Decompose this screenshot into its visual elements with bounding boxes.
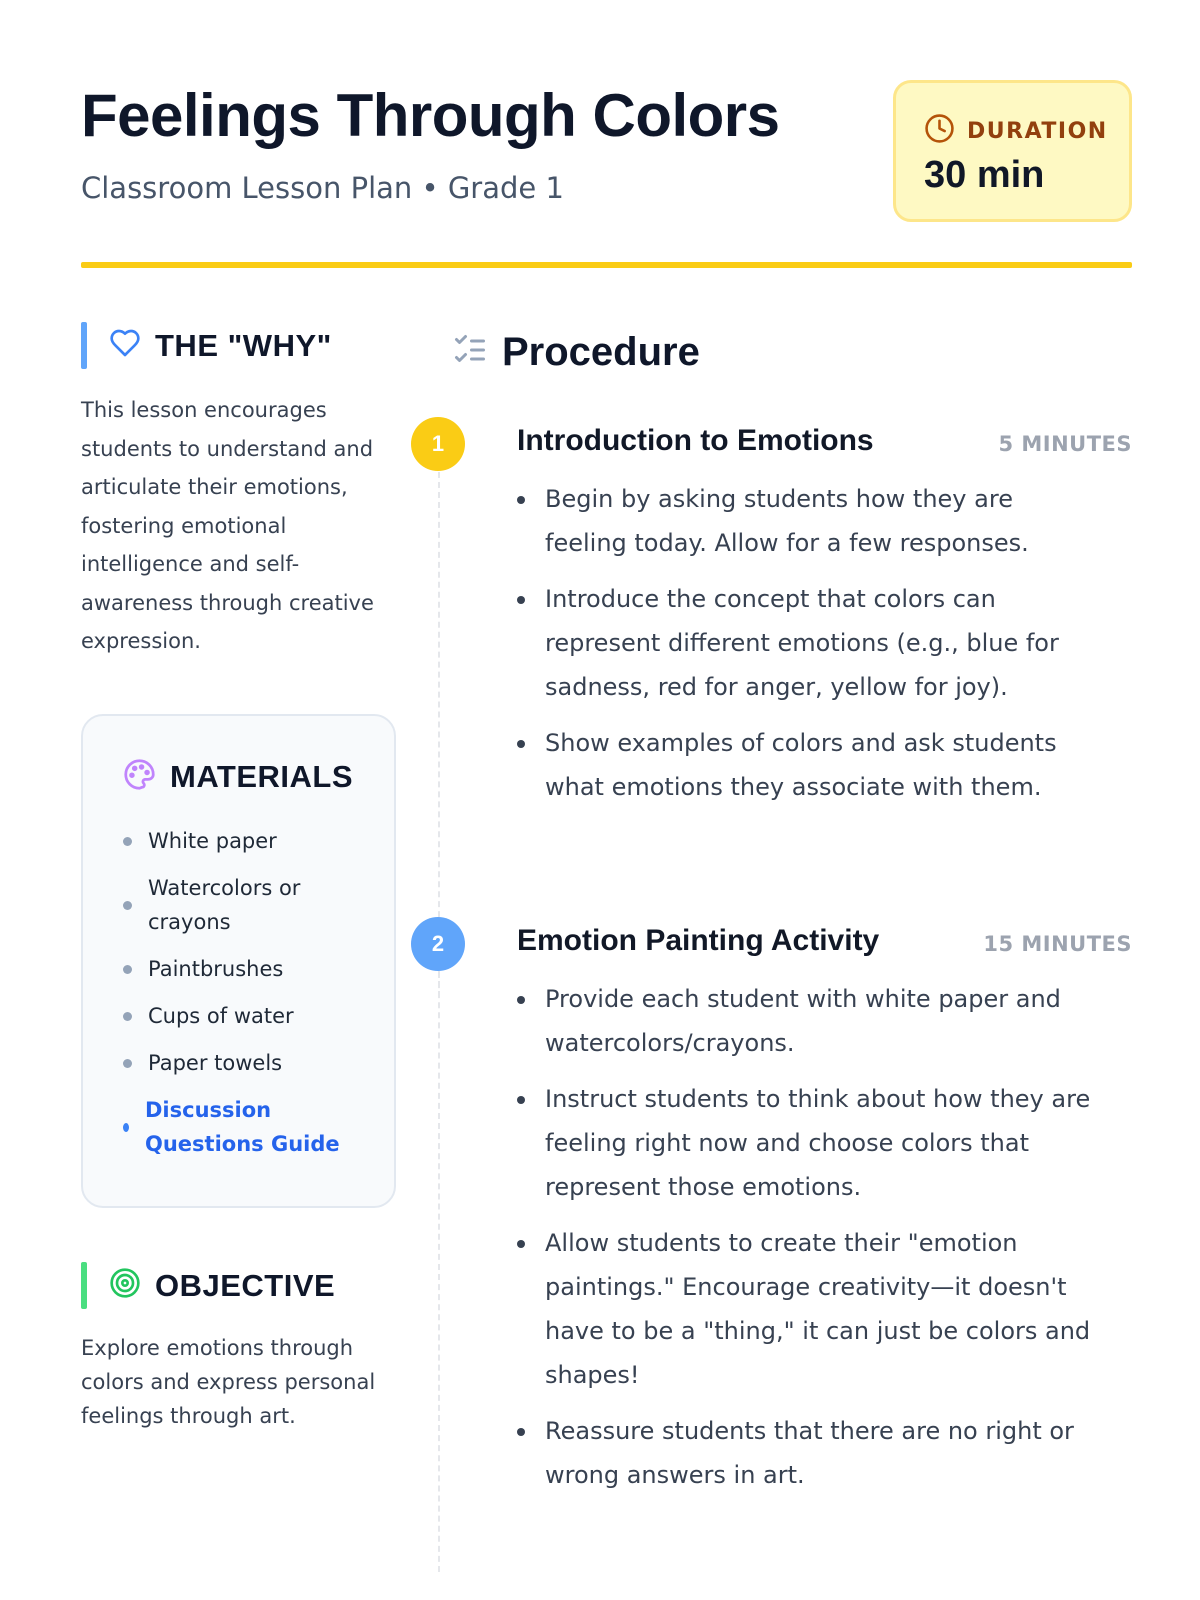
page-subtitle: Classroom Lesson Plan • Grade 1 xyxy=(81,171,564,205)
objective-text: Explore emotions through colors and express personal feelings through art. xyxy=(81,1336,376,1428)
objective-accent-bar xyxy=(81,1262,87,1309)
bullet-dot xyxy=(123,901,132,910)
materials-list xyxy=(123,824,368,1174)
bullet-dot xyxy=(123,965,132,974)
list-item xyxy=(123,999,368,1033)
material-label: White paper xyxy=(148,829,277,853)
list-item xyxy=(123,824,368,858)
sidebar xyxy=(81,322,396,1428)
why-header xyxy=(81,322,396,369)
step-duration: 5 MINUTES xyxy=(998,432,1132,456)
objective-header xyxy=(81,1262,396,1309)
step-bullets xyxy=(517,977,1097,1509)
why-title: THE "WHY" xyxy=(155,327,332,363)
why-text: This lesson encourages students to understand and articulate their emotions, fostering emotional intelligence and self-awareness through creative expression. xyxy=(81,398,374,653)
page-header xyxy=(81,80,1132,270)
list-item xyxy=(123,871,368,939)
duration-card xyxy=(893,80,1132,222)
material-label: Cups of water xyxy=(148,1004,294,1028)
procedure-title: Procedure xyxy=(502,330,700,374)
why-section xyxy=(81,322,396,661)
why-accent-bar xyxy=(81,322,87,369)
procedure-section xyxy=(431,322,1132,1572)
bullet-dot xyxy=(123,837,132,846)
duration-label: DURATION xyxy=(967,118,1108,144)
duration-label-row xyxy=(924,113,1108,149)
clock-icon xyxy=(924,113,955,149)
list-item: Instruct students to think about how they are feeling right now and choose colors that represent those emotions. xyxy=(517,1077,1097,1209)
list-item: Reassure students that there are no right or wrong answers in art. xyxy=(517,1409,1097,1497)
duration-value: 30 min xyxy=(924,154,1045,196)
bullet-dot xyxy=(123,1012,132,1021)
timeline-connector xyxy=(438,972,440,1572)
target-icon xyxy=(109,1267,141,1304)
list-item: Begin by asking students how they are feeling today. Allow for a few responses. xyxy=(517,477,1097,565)
step-title: Emotion Painting Activity xyxy=(517,924,880,957)
materials-card xyxy=(81,714,396,1208)
step-duration: 15 MINUTES xyxy=(983,932,1132,956)
list-item xyxy=(123,952,368,986)
list-item: Allow students to create their "emotion paintings." Encourage creativity—it doesn't have to be a "thing," it can just be colors and shapes! xyxy=(517,1221,1097,1397)
material-label: Paper towels xyxy=(148,1051,283,1075)
objective-title: OBJECTIVE xyxy=(155,1267,336,1303)
material-label: Watercolors or crayons xyxy=(148,876,301,934)
checklist-icon xyxy=(452,332,488,373)
list-item: Show examples of colors and ask students what emotions they associate with them. xyxy=(517,721,1097,809)
discussion-guide-link[interactable]: Discussion Questions Guide xyxy=(145,1098,340,1156)
objective-section xyxy=(81,1262,396,1433)
step-title: Introduction to Emotions xyxy=(517,424,874,457)
bullet-dot xyxy=(123,1059,132,1068)
step-bullets xyxy=(517,477,1097,821)
step-number-badge: 1 xyxy=(411,417,465,471)
materials-title: MATERIALS xyxy=(170,759,354,794)
header-divider xyxy=(81,262,1132,268)
materials-header xyxy=(123,758,353,796)
heart-icon xyxy=(109,327,141,364)
page-title: Feelings Through Colors xyxy=(81,82,780,149)
material-label: Paintbrushes xyxy=(148,957,284,981)
list-item: Introduce the concept that colors can represent different emotions (e.g., blue for sadness, red for anger, yellow for joy). xyxy=(517,577,1097,709)
discussion-guide-link-item[interactable] xyxy=(123,1093,368,1161)
bullet-dot xyxy=(123,1123,129,1132)
procedure-header xyxy=(452,330,700,375)
step-number-badge: 2 xyxy=(411,917,465,971)
list-item: Provide each student with white paper and watercolors/crayons. xyxy=(517,977,1097,1065)
list-item xyxy=(123,1046,368,1080)
palette-icon xyxy=(123,758,156,796)
